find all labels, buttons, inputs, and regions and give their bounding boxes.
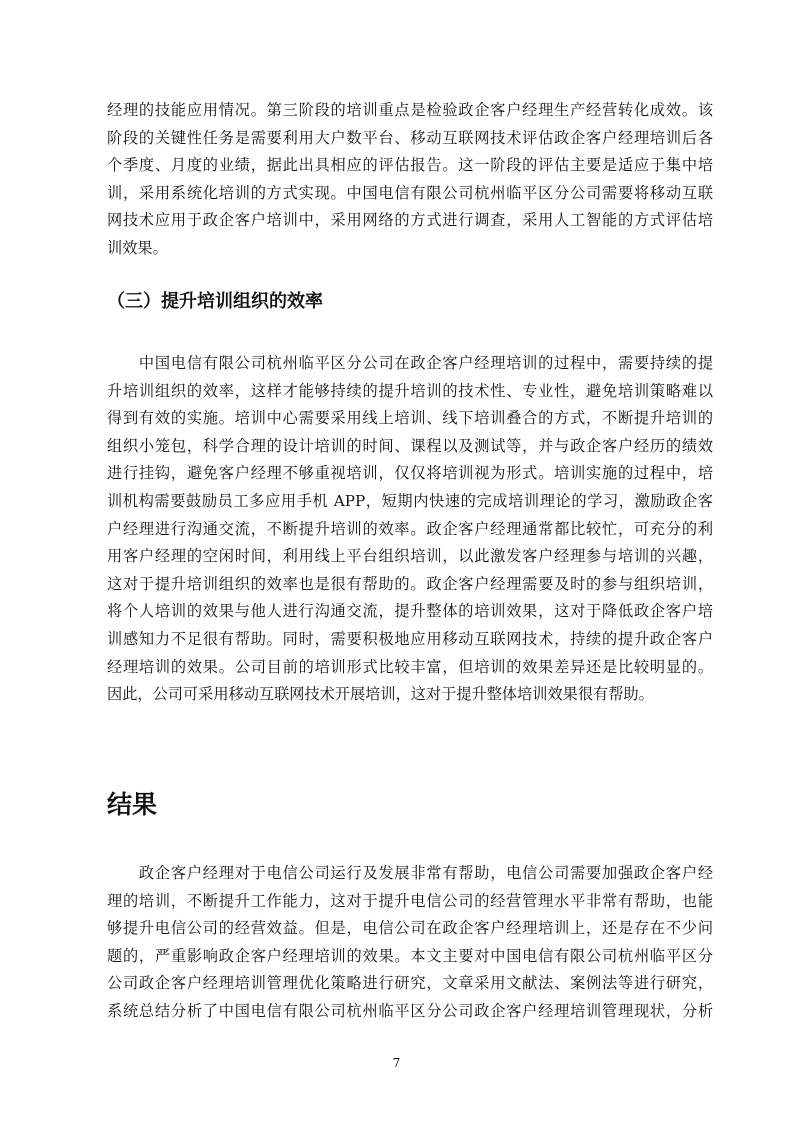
text-line: 得到有效的实施。培训中心需要采用线上培训、线下培训叠合的方式，不断提升培训的 (107, 409, 713, 428)
text-line: 组织小笼包，科学合理的设计培训的时间、课程以及测试等，并与政企客户经历的绩效 (107, 436, 713, 455)
text-line: 公司政企客户经理培训管理优化策略进行研究，文章采用文献法、案例法等进行研究， (107, 974, 713, 993)
text-line: 系统总结分析了中国电信有限公司杭州临平区分公司政企客户经理培训管理现状，分析 (107, 1001, 713, 1020)
text-line: 网技术应用于政企客户培训中，采用网络的方式进行调查，采用人工智能的方式评估培 (107, 211, 713, 230)
text-line: 训机构需要鼓励员工多应用手机 APP，短期内快速的完成培训理论的学习，激励政企客 (107, 491, 713, 510)
section-heading: （三）提升培训组织的效率 (107, 291, 323, 312)
text-line: 升培训组织的效率，这样才能够持续的提升培训的技术性、专业性，避免培训策略难以 (107, 381, 713, 400)
text-line: 政企客户经理对于电信公司运行及发展非常有帮助，电信公司需要加强政企客户经 (107, 864, 713, 882)
text-line: 阶段的关键性任务是需要利用大户数平台、移动互联网技术评估政企客户经理培训后各 (107, 128, 713, 147)
page-number: 7 (392, 1056, 401, 1070)
text-line: 训效果。 (107, 238, 168, 257)
text-line: 用客户经理的空闲时间，利用线上平台组织培训，以此激发客户经理参与培训的兴趣， (107, 547, 713, 566)
text-line: 理的培训，不断提升工作能力，这对于提升电信公司的经营管理水平非常有帮助，也能 (107, 891, 713, 910)
text-line: 将个人培训的效果与他人进行沟通交流，提升整体的培训效果，这对于降低政企客户培 (107, 602, 713, 621)
text-line: 够提升电信公司的经营效益。但是，电信公司在政企客户经理培训上，还是存在不少问 (107, 919, 713, 938)
text-line: 经理的技能应用情况。第三阶段的培训重点是检验政企客户经理生产经营转化成效。该 (107, 101, 713, 119)
paragraph-training-efficiency (107, 350, 713, 709)
text-line: 户经理进行沟通交流，不断提升培训的效率。政企客户经理通常都比较忙，可充分的利 (107, 519, 713, 538)
text-line: 训，采用系统化培训的方式实现。中国电信有限公司杭州临平区分公司需要将移动互联 (107, 183, 713, 202)
text-line: 这对于提升培训组织的效率也是很有帮助的。政企客户经理需要及时的参与组织培训， (107, 574, 713, 593)
text-line: 进行挂钩，避免客户经理不够重视培训，仅仅将培训视为形式。培训实施的过程中，培 (107, 464, 713, 483)
text-line: 个季度、月度的业绩，据此出具相应的评估报告。这一阶段的评估主要是适应于集中培 (107, 156, 713, 175)
text-line: 训感知力不足很有帮助。同时，需要积极地应用移动互联网技术，持续的提升政企客户 (107, 629, 713, 648)
text-line: 中国电信有限公司杭州临平区分公司在政企客户经理培训的过程中，需要持续的提 (107, 354, 713, 372)
text-line: 题的，严重影响政企客户经理培训的效果。本文主要对中国电信有限公司杭州临平区分 (107, 946, 713, 965)
results-heading: 结果 (107, 790, 158, 819)
paragraph-training-stage (107, 97, 713, 263)
text-line: 因此，公司可采用移动互联网技术开展培训，这对于提升整体培训效果很有帮助。 (107, 685, 654, 704)
paragraph-results (107, 860, 713, 1026)
text-line: 经理培训的效果。公司目前的培训形式比较丰富，但培训的效果差异还是比较明显的。 (107, 657, 713, 676)
